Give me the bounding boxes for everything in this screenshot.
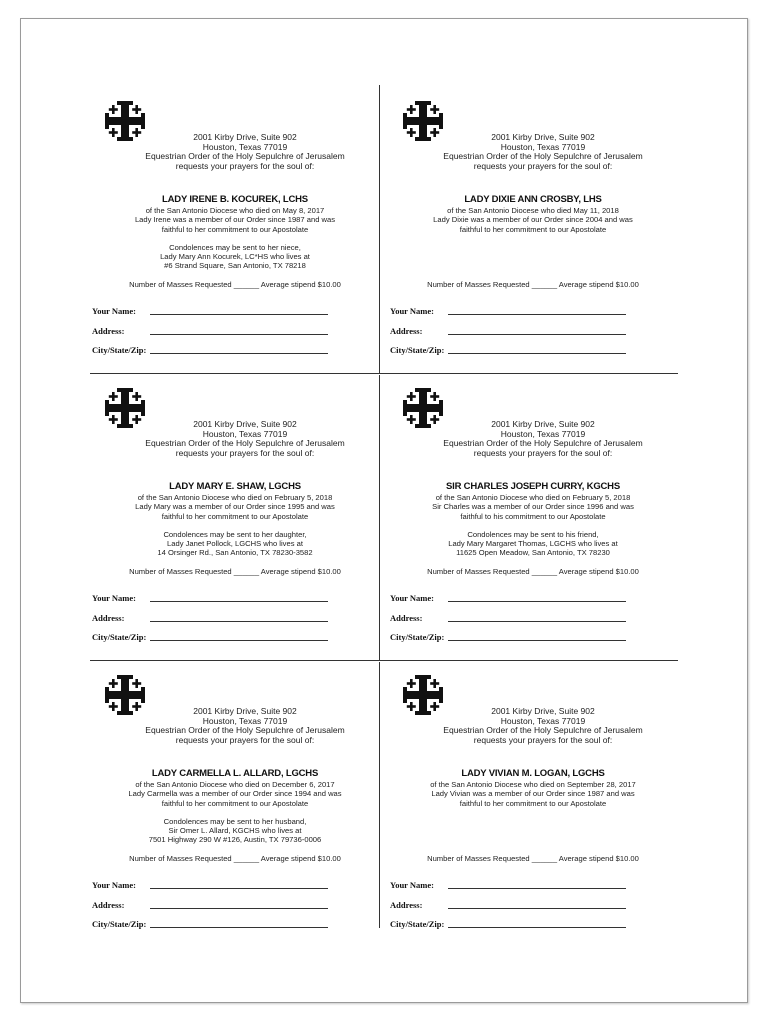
bio-line: of the San Antonio Diocese who died on February 5, 2018 xyxy=(137,493,333,502)
address-line: 2001 Kirby Drive, Suite 902 xyxy=(491,132,595,142)
address-label: Address: xyxy=(390,899,423,910)
masses-requested: Number of Masses Requested ______ Average stipend $10.00 xyxy=(129,567,341,576)
your-name-label: Your Name: xyxy=(92,306,136,316)
mass-card xyxy=(388,375,678,655)
bio-line: faithful to her commitment to our Apostolate xyxy=(459,798,607,808)
address-line: Equestrian Order of the Holy Sepulchre of Jerusalem xyxy=(145,438,345,449)
address-line: Houston, Texas 77019 xyxy=(202,428,288,439)
address-line: requests your prayers for the soul of: xyxy=(473,447,613,458)
your-name-label: Your Name: xyxy=(92,880,136,890)
city-state-zip-field[interactable] xyxy=(150,353,328,354)
condolence-line: Condolences may be sent to his friend, xyxy=(467,530,599,539)
city-state-zip-field[interactable] xyxy=(448,640,626,641)
condolence-line: 7501 Highway 290 W #126, Austin, TX 79736-0006 xyxy=(148,835,322,845)
address-line: 2001 Kirby Drive, Suite 902 xyxy=(193,706,297,716)
condolences-block xyxy=(90,817,380,845)
request-form xyxy=(390,306,630,365)
bio-line: of the San Antonio Diocese who died May 11, 2018 xyxy=(447,206,619,215)
address-block xyxy=(90,133,380,171)
city-state-zip-label: City/State/Zip: xyxy=(390,632,445,642)
address-label: Address: xyxy=(92,899,125,910)
deceased-name: LADY IRENE B. KOCUREK, LCHS xyxy=(162,194,308,205)
row-divider xyxy=(90,660,678,661)
request-form xyxy=(390,880,630,939)
address-block xyxy=(388,707,678,745)
address-line: Equestrian Order of the Holy Sepulchre of Jerusalem xyxy=(443,438,643,449)
bio-line: faithful to his commitment to our Apostolate xyxy=(460,511,606,521)
bio-block xyxy=(388,206,678,234)
deceased-name: SIR CHARLES JOSEPH CURRY, KGCHS xyxy=(446,481,620,492)
your-name-field[interactable] xyxy=(448,314,626,315)
city-state-zip-field[interactable] xyxy=(448,353,626,354)
city-state-zip-label: City/State/Zip: xyxy=(390,919,445,929)
mass-card xyxy=(90,662,380,942)
masses-requested: Number of Masses Requested ______ Average stipend $10.00 xyxy=(427,567,639,576)
address-line: 2001 Kirby Drive, Suite 902 xyxy=(491,706,595,716)
request-form xyxy=(390,593,630,652)
condolence-line: #6 Strand Square, San Antonio, TX 78218 xyxy=(164,261,306,271)
bio-line: of the San Antonio Diocese who died on December 6, 2017 xyxy=(135,780,335,789)
city-state-zip-field[interactable] xyxy=(150,927,328,928)
condolence-line: Condolences may be sent to her daughter, xyxy=(163,530,307,539)
address-line: requests your prayers for the soul of: xyxy=(473,160,613,171)
bio-line: of the San Antonio Diocese who died on September 28, 2017 xyxy=(430,780,636,789)
address-block xyxy=(388,420,678,458)
address-label: Address: xyxy=(390,612,423,623)
bio-line: faithful to her commitment to our Apostolate xyxy=(161,224,309,234)
address-line: requests your prayers for the soul of: xyxy=(175,734,315,745)
condolence-line: 14 Orsinger Rd., San Antonio, TX 78230-3582 xyxy=(157,548,313,558)
your-name-field[interactable] xyxy=(150,888,328,889)
address-line: Houston, Texas 77019 xyxy=(202,715,288,726)
deceased-name: LADY DIXIE ANN CROSBY, LHS xyxy=(464,194,602,205)
address-line: 2001 Kirby Drive, Suite 902 xyxy=(193,132,297,142)
address-block xyxy=(388,133,678,171)
mass-card xyxy=(388,662,678,942)
bio-block xyxy=(388,493,678,521)
deceased-name: LADY VIVIAN M. LOGAN, LGCHS xyxy=(461,768,605,779)
mass-card xyxy=(90,88,380,368)
address-line: Houston, Texas 77019 xyxy=(500,715,586,726)
address-line: Equestrian Order of the Holy Sepulchre of Jerusalem xyxy=(443,725,643,736)
address-line: 2001 Kirby Drive, Suite 902 xyxy=(491,419,595,429)
your-name-field[interactable] xyxy=(448,601,626,602)
mass-card xyxy=(388,88,678,368)
your-name-label: Your Name: xyxy=(390,880,434,890)
city-state-zip-field[interactable] xyxy=(150,640,328,641)
bio-line: Lady Irene was a member of our Order since 1987 and was xyxy=(134,215,336,225)
your-name-label: Your Name: xyxy=(92,593,136,603)
address-block xyxy=(90,707,380,745)
bio-line: of the San Antonio Diocese who died on February 5, 2018 xyxy=(435,493,631,502)
condolence-line: Lady Janet Pollock, LGCHS who lives at xyxy=(167,539,303,549)
condolences-block xyxy=(90,243,380,271)
address-field[interactable] xyxy=(448,621,626,622)
bio-block xyxy=(90,493,380,521)
mass-card xyxy=(90,375,380,655)
address-line: Houston, Texas 77019 xyxy=(500,428,586,439)
address-line: requests your prayers for the soul of: xyxy=(175,160,315,171)
address-line: Equestrian Order of the Holy Sepulchre of Jerusalem xyxy=(145,151,345,162)
bio-line: faithful to her commitment to our Apostolate xyxy=(161,798,309,808)
address-label: Address: xyxy=(92,325,125,336)
city-state-zip-label: City/State/Zip: xyxy=(92,919,147,929)
your-name-field[interactable] xyxy=(150,314,328,315)
bio-line: Lady Dixie was a member of our Order since 2004 and was xyxy=(433,215,633,225)
condolence-line: Lady Mary Margaret Thomas, LGCHS who lives at xyxy=(448,539,618,549)
address-line: requests your prayers for the soul of: xyxy=(473,734,613,745)
bio-line: Lady Mary was a member of our Order since 1995 and was xyxy=(135,502,335,512)
bio-block xyxy=(90,780,380,808)
request-form xyxy=(92,306,332,365)
condolence-line: 11625 Open Meadow, San Antonio, TX 78230 xyxy=(456,548,610,558)
city-state-zip-field[interactable] xyxy=(448,927,626,928)
address-line: Equestrian Order of the Holy Sepulchre of Jerusalem xyxy=(443,151,643,162)
your-name-field[interactable] xyxy=(150,601,328,602)
address-line: Houston, Texas 77019 xyxy=(202,141,288,152)
bio-line: Lady Carmella was a member of our Order since 1994 and was xyxy=(128,789,342,799)
address-label: Address: xyxy=(390,325,423,336)
deceased-name: LADY CARMELLA L. ALLARD, LGCHS xyxy=(151,768,319,779)
bio-block xyxy=(90,206,380,234)
masses-requested: Number of Masses Requested ______ Average stipend $10.00 xyxy=(129,854,341,863)
bio-line: Lady Vivian was a member of our Order since 1987 and was xyxy=(431,789,635,799)
condolence-line: Condolences may be sent to her husband, xyxy=(163,817,307,826)
your-name-label: Your Name: xyxy=(390,306,434,316)
masses-requested: Number of Masses Requested ______ Average stipend $10.00 xyxy=(427,854,639,863)
address-line: Houston, Texas 77019 xyxy=(500,141,586,152)
condolences-block xyxy=(388,530,678,558)
address-line: Equestrian Order of the Holy Sepulchre of Jerusalem xyxy=(145,725,345,736)
address-block xyxy=(90,420,380,458)
bio-line: faithful to her commitment to our Apostolate xyxy=(459,224,607,234)
bio-line: faithful to her commitment to our Apostolate xyxy=(161,511,309,521)
your-name-field[interactable] xyxy=(448,888,626,889)
city-state-zip-label: City/State/Zip: xyxy=(92,632,147,642)
address-field[interactable] xyxy=(150,621,328,622)
condolence-line: Lady Mary Ann Kocurek, LC*HS who lives at xyxy=(160,252,310,262)
deceased-name: LADY MARY E. SHAW, LGCHS xyxy=(169,481,301,492)
row-divider xyxy=(90,373,678,374)
city-state-zip-label: City/State/Zip: xyxy=(390,345,445,355)
condolence-line: Sir Omer L. Allard, KGCHS who lives at xyxy=(168,826,302,836)
address-field[interactable] xyxy=(448,908,626,909)
address-field[interactable] xyxy=(150,908,328,909)
your-name-label: Your Name: xyxy=(390,593,434,603)
address-field[interactable] xyxy=(150,334,328,335)
condolences-block xyxy=(90,530,380,558)
request-form xyxy=(92,880,332,939)
address-field[interactable] xyxy=(448,334,626,335)
bio-block xyxy=(388,780,678,808)
request-form xyxy=(92,593,332,652)
masses-requested: Number of Masses Requested ______ Average stipend $10.00 xyxy=(129,280,341,289)
address-line: requests your prayers for the soul of: xyxy=(175,447,315,458)
city-state-zip-label: City/State/Zip: xyxy=(92,345,147,355)
bio-line: Sir Charles was a member of our Order since 1996 and was xyxy=(432,502,634,512)
masses-requested: Number of Masses Requested ______ Average stipend $10.00 xyxy=(427,280,639,289)
address-line: 2001 Kirby Drive, Suite 902 xyxy=(193,419,297,429)
address-label: Address: xyxy=(92,612,125,623)
condolence-line: Condolences may be sent to her niece, xyxy=(169,243,301,252)
bio-line: of the San Antonio Diocese who died on May 8, 2017 xyxy=(145,206,325,215)
